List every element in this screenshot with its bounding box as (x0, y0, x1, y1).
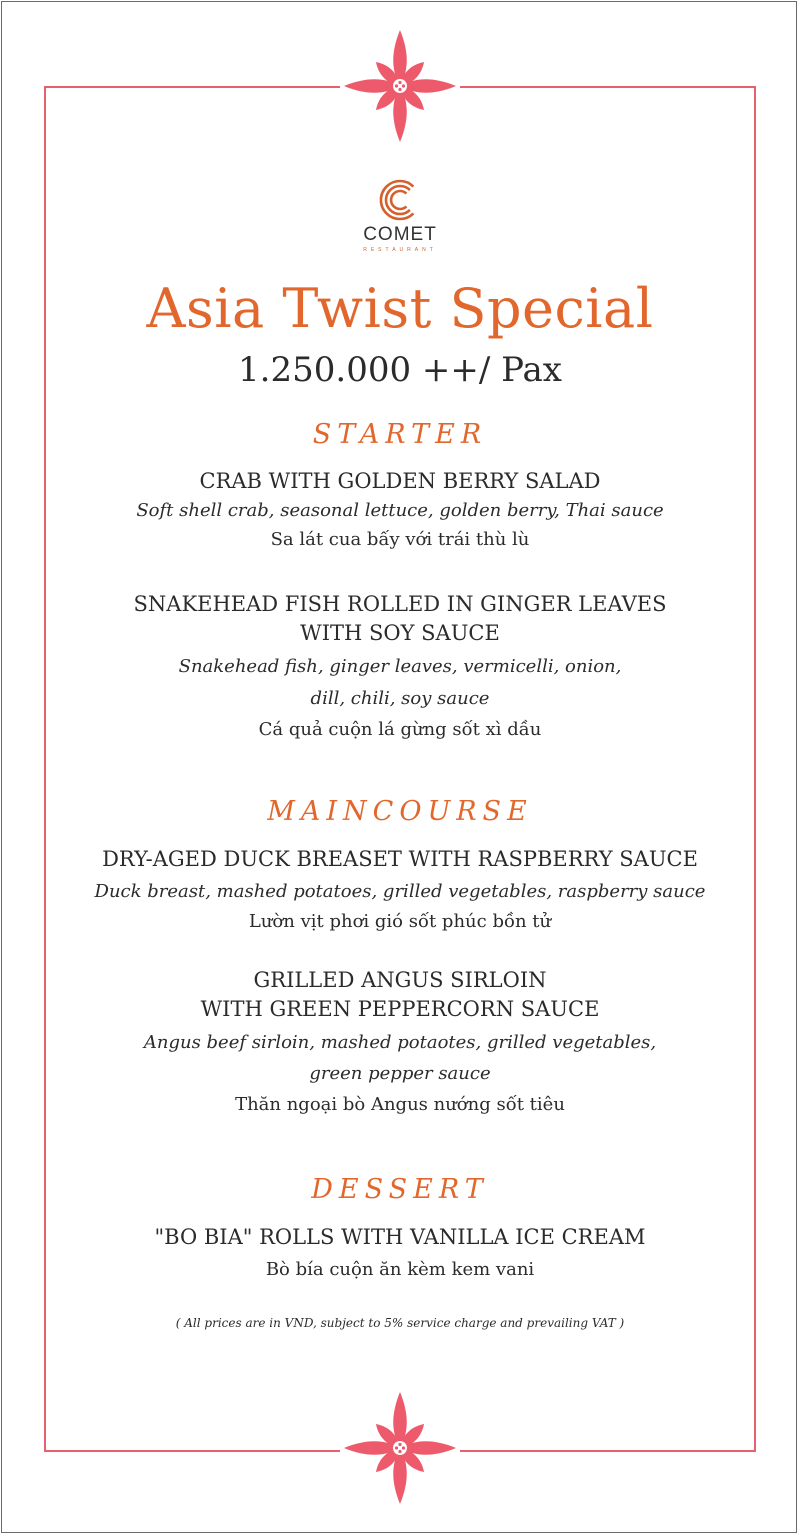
dish-name-line2: WITH GREEN PEPPERCORN SAUCE (200, 997, 600, 1021)
brand-name: COMET (363, 224, 437, 245)
comet-logo (330, 178, 470, 270)
dish-description-line2: dill, chili, soy sauce (310, 688, 490, 709)
dish-name: "BO BIA" ROLLS WITH VANILLA ICE CREAM (154, 1225, 646, 1249)
dish-vietnamese-name: Cá quả cuộn lá gừng sốt xì dầu (258, 719, 542, 740)
dish-maincourse-2 (60, 966, 740, 1119)
dish-name-line2: WITH SOY SAUCE (300, 621, 500, 645)
dish-name: DRY-AGED DUCK BREASET WITH RASPBERRY SAUCE (102, 847, 698, 871)
flower-ornament-bottom (340, 1388, 460, 1508)
dish-description-line1: Snakehead fish, ginger leaves, vermicelli, onion, (178, 656, 622, 677)
menu-price: 1.250.000 ++/ Pax (238, 350, 562, 390)
comet-logo-icon (378, 178, 422, 222)
dish-starter-2 (60, 590, 740, 744)
dish-vietnamese-name: Lườn vịt phơi gió sốt phúc bồn tử (248, 911, 552, 932)
dish-starter-1 (60, 467, 740, 554)
dish-name-line1: GRILLED ANGUS SIRLOIN (253, 968, 547, 992)
dish-name-line1: SNAKEHEAD FISH ROLLED IN GINGER LEAVES (133, 592, 667, 616)
dish-name: CRAB WITH GOLDEN BERRY SALAD (199, 469, 601, 493)
dish-dessert-1 (60, 1223, 740, 1284)
flower-icon (340, 26, 460, 146)
section-heading-starter: STARTER (312, 419, 488, 450)
dish-description-line1: Angus beef sirloin, mashed potaotes, grilled vegetables, (143, 1032, 657, 1053)
dish-vietnamese-name: Bò bía cuộn ăn kèm kem vani (265, 1259, 535, 1280)
dish-description: Duck breast, mashed potatoes, grilled vegetables, raspberry sauce (94, 881, 706, 902)
price-footnote: ( All prices are in VND, subject to 5% service charge and prevailing VAT ) (175, 1316, 625, 1330)
dish-vietnamese-name: Thăn ngoại bò Angus nướng sốt tiêu (235, 1094, 565, 1115)
menu-title: Asia Twist Special (146, 277, 654, 340)
dish-maincourse-1 (60, 845, 740, 936)
dish-vietnamese-name: Sa lát cua bấy với trái thù lù (270, 529, 530, 550)
flower-ornament-top (340, 26, 460, 146)
brand-subtitle: RESTAURANT (363, 247, 437, 253)
section-heading-dessert: DESSERT (311, 1174, 489, 1205)
dish-description-line2: green pepper sauce (309, 1063, 491, 1084)
dish-description: Soft shell crab, seasonal lettuce, golden berry, Thai sauce (136, 500, 664, 521)
section-heading-maincourse: MAINCOURSE (267, 796, 533, 827)
flower-icon (340, 1388, 460, 1508)
